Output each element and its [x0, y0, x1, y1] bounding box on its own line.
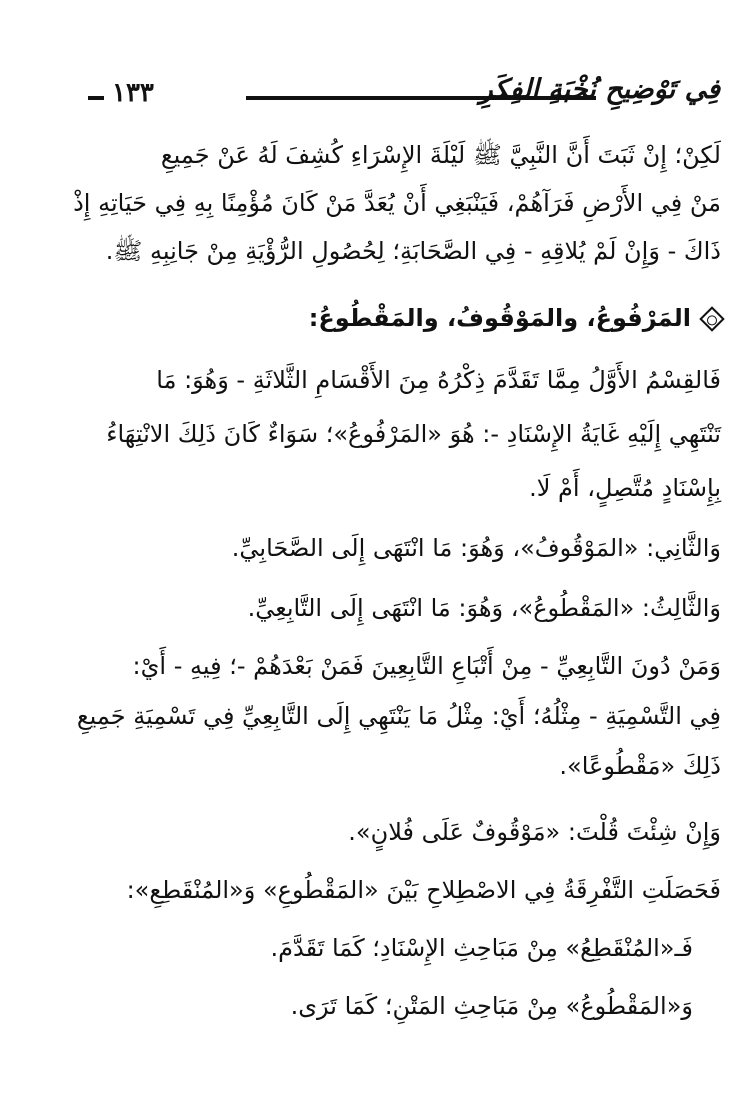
- paragraph-2: [31, 360, 721, 500]
- paragraph-line: ذَلِكَ «مَقْطُوعًا».: [559, 752, 721, 780]
- section-heading-text: المَرْفُوعُ، والمَوْقُوفُ، والمَقْطُوعُ:: [308, 304, 691, 332]
- paragraph-3: [31, 528, 721, 568]
- paragraph-7: [31, 870, 721, 910]
- paragraph-line: وَمَنْ دُونَ التَّابِعِيِّ - مِنْ أَتْبَاعِ التَّابِعِينَ فَمَنْ بَعْدَهُمْ -؛ فِيهِ - أَيْ:: [132, 652, 721, 680]
- paragraph-9: [31, 986, 721, 1026]
- paragraph-line: فَالقِسْمُ الأَوَّلُ مِمَّا تَقَدَّمَ ذِكْرُهُ مِنَ الأَقْسَامِ الثَّلاثَةِ - وَهُوَ: مَا: [156, 366, 721, 394]
- paragraph-line: فَـ«المُنْقَطِعُ» مِنْ مَبَاحِثِ الإِسْنَادِ؛ كَمَا تَقَدَّمَ.: [270, 934, 693, 962]
- paragraph-1: [31, 135, 721, 275]
- paragraph-line: لَكِنْ؛ إِنْ ثَبَتَ أَنَّ النَّبِيَّ ﷺ لَيْلَةَ الإِسْرَاءِ كُشِفَ لَهُ عَنْ جَمِيعِ: [160, 141, 721, 169]
- paragraph-line: فِي التَّسْمِيَةِ - مِثْلُهُ؛ أَيْ: مِثْلُ مَا يَنْتَهِي إِلَى التَّابِعِيِّ فِي تَسْمِيَةِ جَمِيعِ: [76, 702, 721, 730]
- paragraph-line: وَ«المَقْطُوعُ» مِنْ مَبَاحِثِ المَتْنِ؛ كَمَا تَرَى.: [290, 992, 693, 1020]
- paragraph-line: فَحَصَلَتِ التَّفْرِقَةُ فِي الاصْطِلاحِ بَيْنَ «المَقْطُوعِ» وَ«المُنْقَطِعِ»:: [126, 876, 721, 904]
- paragraph-6: [31, 812, 721, 852]
- page-header: [88, 70, 720, 114]
- section-heading: [309, 298, 721, 338]
- paragraph-8: [31, 928, 721, 968]
- paragraph-4: [31, 588, 721, 628]
- flower-bullet-icon: [699, 306, 724, 331]
- paragraph-5: [31, 646, 721, 786]
- header-dash: [88, 96, 104, 100]
- paragraph-line: مَنْ فِي الأَرْضِ فَرَآهُمْ، فَيَنْبَغِي أَنْ يُعَدَّ مَنْ كَانَ مُؤْمِنًا بِهِ فِي حَيَاتِهِ إِذْ: [73, 189, 721, 217]
- paragraph-line: تَنْتَهِي إِلَيْهِ غَايَةُ الإِسْنَادِ -: هُوَ «المَرْفُوعُ»؛ سَوَاءٌ كَانَ ذَلِكَ الانْتِهَاءُ: [106, 420, 721, 448]
- paragraph-line: وَالثَّانِي: «المَوْقُوفُ»، وَهُوَ: مَا انْتَهَى إِلَى الصَّحَابِيِّ.: [231, 534, 721, 562]
- page-number: ١٣٣: [112, 78, 154, 108]
- paragraph-line: وَالثَّالِثُ: «المَقْطُوعُ»، وَهُوَ: مَا انْتَهَى إِلَى التَّابِعِيِّ.: [247, 594, 721, 622]
- paragraph-line: وَإِنْ شِئْتَ قُلْتَ: «مَوْقُوفٌ عَلَى فُلانٍ».: [348, 818, 721, 846]
- running-title: فِي تَوْضِيحِ نُخْبَةِ الفِكَرِ: [479, 74, 720, 105]
- paragraph-line: ذَاكَ - وَإِنْ لَمْ يُلاقِهِ - فِي الصَّحَابَةِ؛ لِحُصُولِ الرُّؤْيَةِ مِنْ جَانِبِهِ ﷺ.: [105, 237, 721, 265]
- paragraph-line: بِإِسْنَادٍ مُتَّصِلٍ، أَمْ لَا.: [529, 474, 721, 502]
